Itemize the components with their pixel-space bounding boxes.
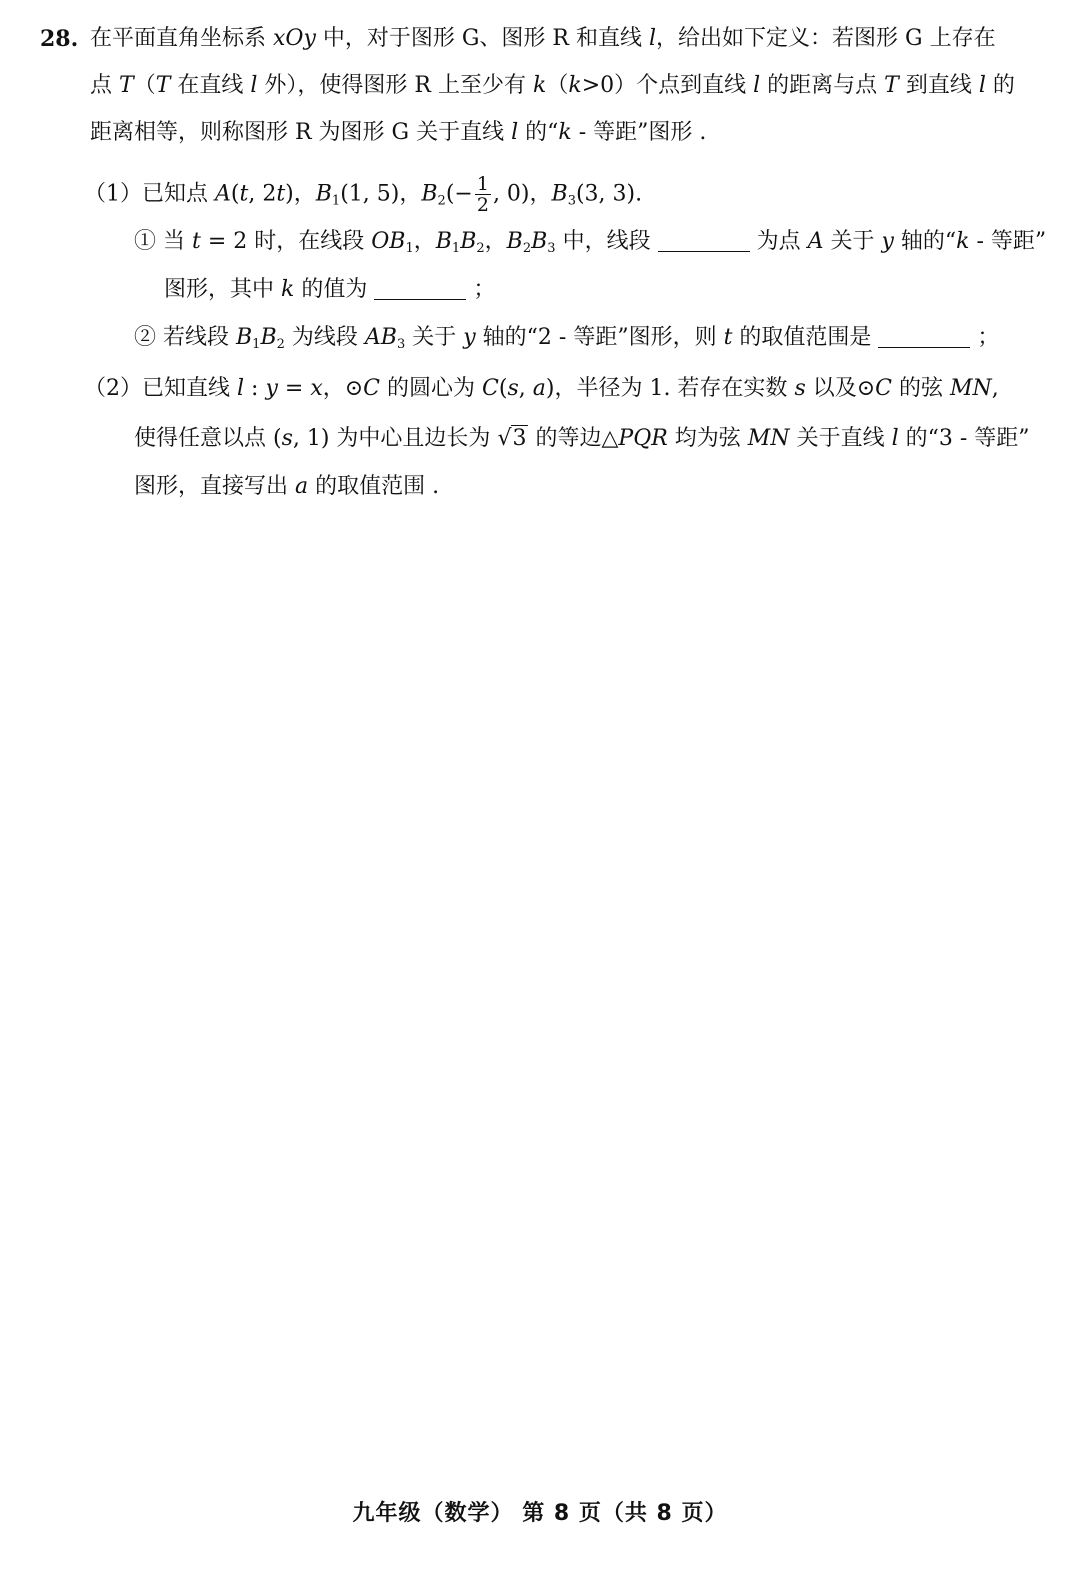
part2-line-1: （2）已知直线 l : y = x，⊙C 的圆心为 C(s, a)，半径为 1. 若存在实数 s 以及⊙C 的弦 MN, [84,376,999,401]
fraction-one-half: $\frac{1}{2}$ [476,173,489,216]
answer-blank-k-value[interactable] [374,277,466,300]
page-footer: 九年级（数学） 第 8 页（共 8 页） [352,1501,728,1526]
part2-line-2: 使得任意以点 (s, 1) 为中心且边长为 √3 的等边△PQR 均为弦 MN 关于直线 l 的“3 - 等距” [134,424,1030,454]
part1-given: （1）已知点 A(t, 2t)，$B_1(1$, 5)，$B_2(-$ $\frac{1}{2}$ , 0)，$B_3(3$, 3). [84,173,643,216]
question-intro-line-3: 距离相等，则称图形 R 为图形 G 关于直线 l 的“k - 等距”图形 . [90,120,707,145]
part1-sub2: ② 若线段 $B_1B_2$ 为线段 $AB_3$ 关于 y 轴的“2 - 等距”图形，则 t 的取值范围是 ； [134,325,1000,352]
question-intro-line-2: 点 T（T 在直线 l 外），使得图形 R 上至少有 k（k>0）个点到直线 l 的距离与点 T 到直线 l 的 [90,73,1015,98]
part1-sub1-line-2: 图形，其中 k 的值为 ； [164,277,496,302]
answer-blank-segment[interactable] [658,229,750,252]
question-intro-line-1: 在平面直角坐标系 xOy 中，对于图形 G、图形 R 和直线 l，给出如下定义：若图形 G 上存在 [90,26,996,51]
part1-sub1-line-1: ① 当 t = 2 时，在线段 $OB_1$，$B_1B_2$，$B_2B_3$ 中，线段 为点 A 关于 y 轴的“k - 等距” [134,229,1047,256]
part2-line-3: 图形，直接写出 a 的取值范围 . [134,474,440,499]
answer-blank-t-range[interactable] [878,325,970,348]
question-number: 28. [40,26,79,52]
square-root-three: √3 [497,426,527,451]
